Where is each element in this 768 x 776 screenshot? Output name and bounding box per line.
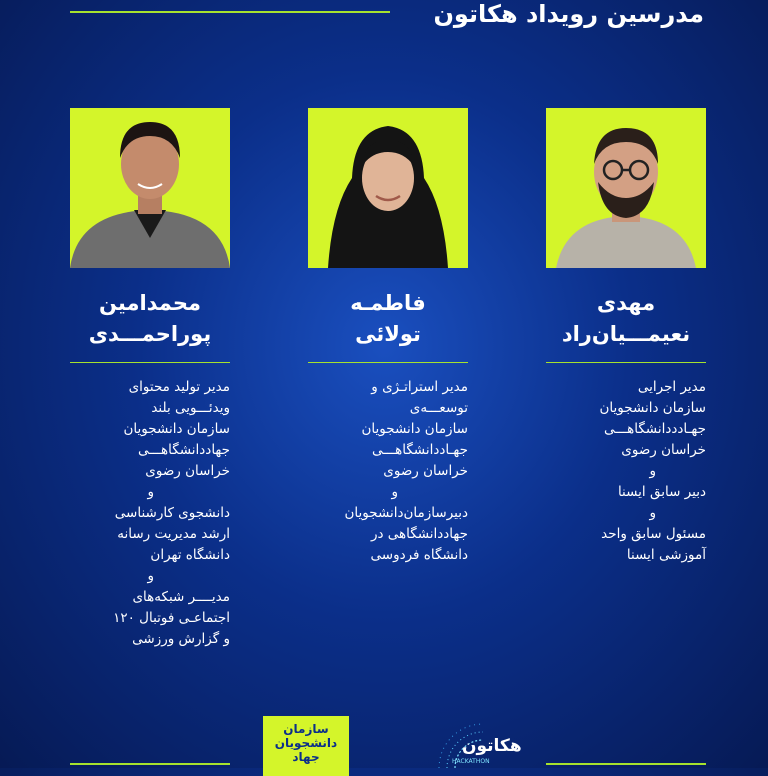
- speaker-card-2: [308, 108, 468, 566]
- org-logo-line: سازمان: [283, 722, 329, 736]
- bio-line: و: [147, 568, 154, 584]
- bio-line: ویدئـــویی بلند: [151, 400, 230, 416]
- bottom-divider: [546, 763, 706, 765]
- bio-line: مدیر استراتـژی و: [371, 379, 468, 395]
- bio-line: دانشگاه تهران: [150, 547, 230, 563]
- speaker-card-1: [546, 108, 706, 566]
- name-divider: [308, 362, 468, 363]
- bio-line: دانشگاه فردوسی: [370, 547, 468, 563]
- org-logo: [263, 716, 349, 776]
- hackathon-logo-subtext: HACKATHON: [452, 758, 490, 765]
- bio-line: خراسان رضوی: [383, 463, 468, 479]
- speaker-bio: [308, 377, 468, 566]
- title-divider: [70, 11, 390, 13]
- speaker-first-name: محمدامین: [98, 291, 202, 315]
- speaker-first-name: فاطمـه: [350, 291, 426, 315]
- name-divider: [70, 362, 230, 363]
- bio-line: دانشجوی کارشناسی: [114, 505, 230, 521]
- speaker-last-name: پوراحمـــدی: [88, 322, 212, 346]
- speaker-name: [70, 288, 230, 350]
- bio-line: مدیر اجرایی: [637, 379, 706, 395]
- bio-line: و: [649, 505, 656, 521]
- speaker-bio: [546, 377, 706, 566]
- speaker-first-name: مهدی: [596, 291, 656, 315]
- org-logo-line: دانشجویان: [274, 736, 338, 750]
- bio-line: مدیر تولید محتوای: [128, 379, 230, 395]
- hackathon-logo-text: هکاتون: [462, 736, 522, 756]
- bio-line: توسعـــه‌ی: [409, 400, 468, 416]
- speaker-photo: [546, 108, 706, 268]
- speaker-photo: [308, 108, 468, 268]
- bio-line: سازمان دانشجویان: [123, 421, 230, 437]
- speaker-last-name: تولائی: [355, 322, 421, 346]
- bio-line: و: [391, 484, 398, 500]
- bottom-divider: [70, 763, 230, 765]
- bio-line: سازمان دانشجویان: [599, 400, 706, 416]
- bio-line: ارشد مدیریت رسانه: [117, 526, 230, 542]
- org-logo-line: جهاد: [292, 750, 320, 764]
- bio-line: و: [649, 463, 656, 479]
- bio-line: جهاددانشگاهی در: [370, 526, 468, 542]
- speaker-card-3: [70, 108, 230, 650]
- speaker-bio: [70, 377, 230, 650]
- bio-line: دبیرسازمان‌دانشجویان: [344, 505, 468, 521]
- bio-line: آموزشی ایسنا: [626, 547, 706, 563]
- bio-line: خراسان رضوی: [621, 442, 706, 458]
- bio-line: اجتماعـی فوتبال ۱۲۰: [113, 610, 230, 626]
- speaker-last-name: نعیمـــیان‌راد: [561, 322, 691, 346]
- speaker-photo: [70, 108, 230, 268]
- bio-line: مسئول سابق واحد: [601, 526, 706, 542]
- page-title: مدرسین رویداد هکاتون: [433, 0, 704, 28]
- speaker-name: [308, 288, 468, 350]
- speaker-name: [546, 288, 706, 350]
- bio-line: دبیر سابق ایسنا: [617, 484, 706, 500]
- bio-line: جهـاددانشگاهـــی: [371, 442, 468, 458]
- name-divider: [546, 362, 706, 363]
- bio-line: جهاددانشگاهـــی: [137, 442, 230, 458]
- bio-line: سازمان دانشجویان: [361, 421, 468, 437]
- bio-line: مدیــــر شبکه‌های: [132, 589, 230, 605]
- bio-line: خراسان رضوی: [145, 463, 230, 479]
- bio-line: و: [147, 484, 154, 500]
- bio-line: جهـادددانشگاهـــی: [603, 421, 706, 437]
- bio-line: و گزارش ورزشی: [132, 631, 230, 647]
